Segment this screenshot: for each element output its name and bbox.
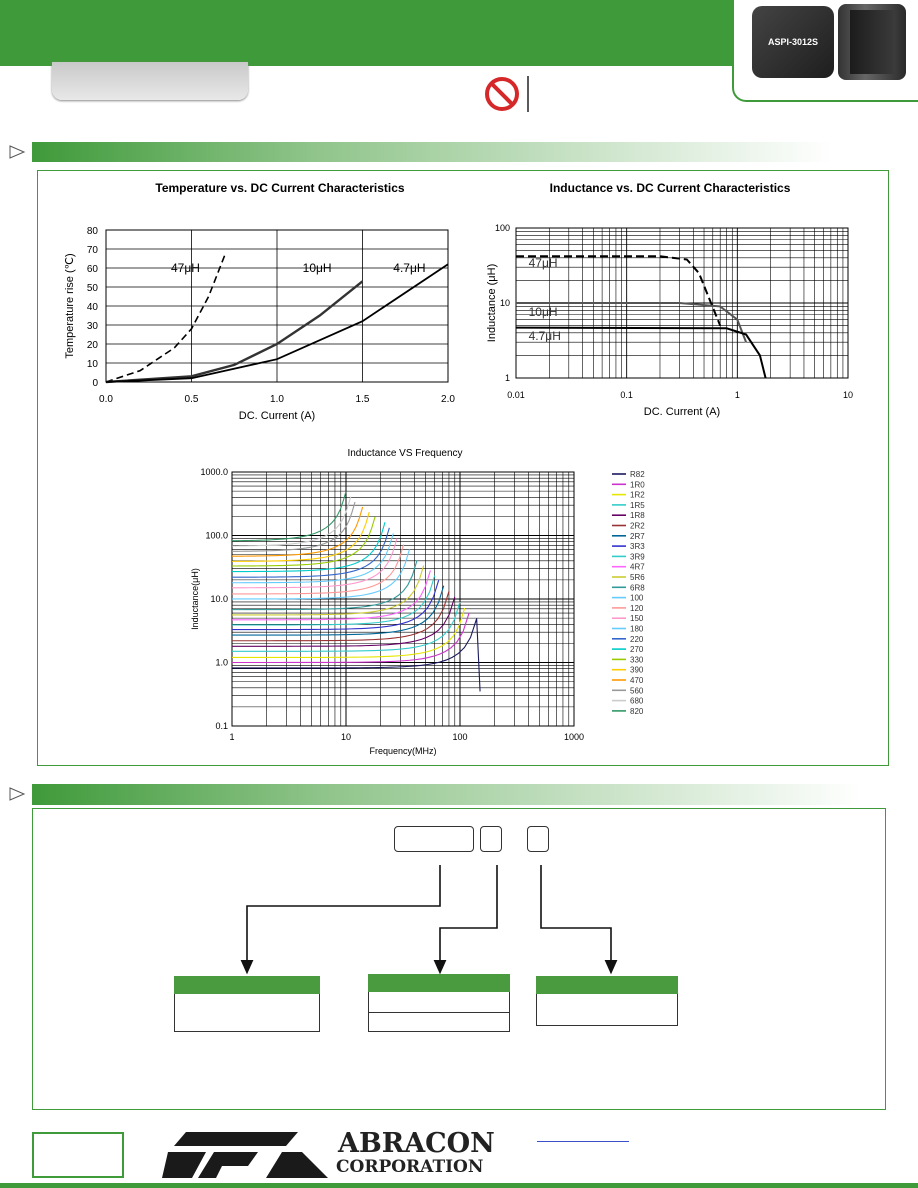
- x-tick-label: 10: [842, 390, 854, 400]
- part-number-inductance-box: [480, 826, 502, 852]
- part-number-panel: [32, 808, 886, 1110]
- section-bar-charts: [32, 142, 832, 162]
- x-tick-label: 1.5: [355, 394, 370, 405]
- temp-chart-title: Temperature vs. DC Current Characteristics: [155, 181, 405, 195]
- y-tick-label: 10.0: [210, 594, 228, 604]
- legend-label: 120: [630, 603, 644, 613]
- x-tick-label: 0.01: [507, 390, 525, 400]
- y-tick-label: 1000.0: [200, 467, 228, 477]
- x-tick-label: 0.1: [620, 390, 633, 400]
- x-tick-label: 0.0: [99, 394, 113, 405]
- legend-label: 680: [630, 696, 644, 706]
- x-tick-label: 1000: [563, 732, 585, 742]
- temp-chart: [56, 218, 466, 430]
- legend-label: 1R2: [630, 490, 645, 500]
- legend-label: 1R5: [630, 500, 645, 510]
- series-table-header: [174, 976, 320, 994]
- legend-label: 390: [630, 665, 644, 675]
- y-tick-label: 10: [86, 359, 98, 370]
- freq-chart-title: Inductance VS Frequency: [347, 448, 463, 459]
- y-tick-label: 50: [86, 283, 98, 294]
- y-tick-label: 0: [92, 378, 98, 389]
- curve-label: 10μH: [528, 305, 558, 320]
- prohibited-icon: [482, 74, 530, 114]
- legend-label: 1R8: [630, 511, 645, 521]
- x-tick-label: 1: [734, 390, 740, 400]
- legend-label: 220: [630, 634, 644, 644]
- x-axis-label: Frequency(MHz): [369, 746, 437, 756]
- footer-green-rule: [0, 1183, 918, 1188]
- x-axis-label: DC. Current (A): [643, 406, 721, 418]
- y-tick-label: 60: [86, 264, 98, 275]
- x-tick-label: 100: [452, 732, 468, 742]
- y-tick-label: 100: [494, 223, 510, 233]
- legend-label: 4R7: [630, 562, 645, 572]
- curve-label: 47μH: [528, 256, 558, 271]
- legend-label: 2R2: [630, 521, 645, 531]
- y-axis-label: Inductance(μH): [190, 568, 200, 630]
- section-bar-part-number: [32, 784, 862, 805]
- legend-label: 560: [630, 686, 644, 696]
- curve-label: 4.7μH: [528, 329, 561, 344]
- x-tick-label: 1: [229, 732, 235, 742]
- legend-label: 470: [630, 676, 644, 685]
- y-tick-label: 10: [499, 298, 510, 308]
- ind-dc-chart-title: Inductance vs. DC Current Characteristics: [549, 181, 791, 195]
- x-tick-label: 0.5: [184, 394, 199, 405]
- ind-dc-chart: [480, 218, 870, 430]
- curve-label: 10μH: [302, 260, 332, 275]
- inductance-table-divider: [368, 1012, 510, 1013]
- product-image: [748, 4, 910, 82]
- series-line-6R8: [232, 560, 417, 609]
- curve-label: 47μH: [170, 260, 200, 275]
- y-tick-label: 100.0: [205, 530, 228, 541]
- series-line-1R8: [232, 597, 455, 646]
- chip-marking: ASPI-3012S: [767, 37, 819, 47]
- y-tick-label: 20: [86, 340, 98, 351]
- legend-label: 3R9: [630, 552, 645, 562]
- legend-label: 3R3: [630, 542, 645, 552]
- legend-label: 100: [630, 593, 644, 603]
- legend-label: 330: [630, 655, 644, 665]
- y-axis-label: Inductance (μH): [486, 263, 498, 343]
- y-tick-label: 30: [86, 321, 98, 332]
- tolerance-table-header: [536, 976, 678, 994]
- company-suffix: CORPORATION: [336, 1157, 484, 1177]
- legend-label: 5R6: [630, 573, 645, 582]
- legend-label: 1R0: [630, 480, 645, 490]
- y-tick-label: 0.1: [215, 721, 228, 731]
- freq-chart: [186, 462, 666, 764]
- legend-label: 150: [630, 614, 644, 624]
- legend-label: 270: [630, 645, 644, 655]
- y-tick-label: 1: [504, 373, 510, 383]
- y-tick-label: 70: [86, 245, 98, 256]
- y-axis-label: Temperature rise (℃): [64, 253, 76, 359]
- legend-label: 2R7: [630, 531, 645, 541]
- legend-label: 180: [630, 624, 644, 634]
- curve-label: 4.7μH: [393, 260, 426, 275]
- header-banner: [0, 0, 742, 66]
- y-tick-label: 40: [86, 302, 98, 313]
- section-arrow-icon: [8, 786, 26, 802]
- part-number-series-box: [394, 826, 474, 852]
- section-arrow-icon: [8, 144, 26, 160]
- legend-label: 820: [630, 706, 644, 716]
- footer-page-box: [32, 1132, 124, 1178]
- series-line-1R0: [232, 613, 469, 662]
- abracon-logo-icon: [162, 1130, 336, 1180]
- x-tick-label: 1.0: [270, 394, 284, 405]
- y-tick-label: 1.0: [215, 657, 228, 668]
- series-line-1: [106, 281, 363, 382]
- x-tick-label: 10: [340, 732, 352, 742]
- company-name: ABRACON: [338, 1128, 495, 1159]
- inductance-table-header: [368, 974, 510, 992]
- legend-label: 6R8: [630, 583, 645, 593]
- x-axis-label: DC. Current (A): [238, 410, 316, 422]
- series-line-5R6: [232, 566, 424, 615]
- header-tab: [52, 62, 248, 100]
- part-number-tolerance-box: [527, 826, 549, 852]
- y-tick-label: 80: [86, 226, 98, 237]
- series-line-330: [232, 517, 375, 566]
- x-tick-label: 2.0: [441, 394, 455, 405]
- footer-link-line[interactable]: [537, 1141, 629, 1142]
- legend-label: R82: [630, 470, 645, 479]
